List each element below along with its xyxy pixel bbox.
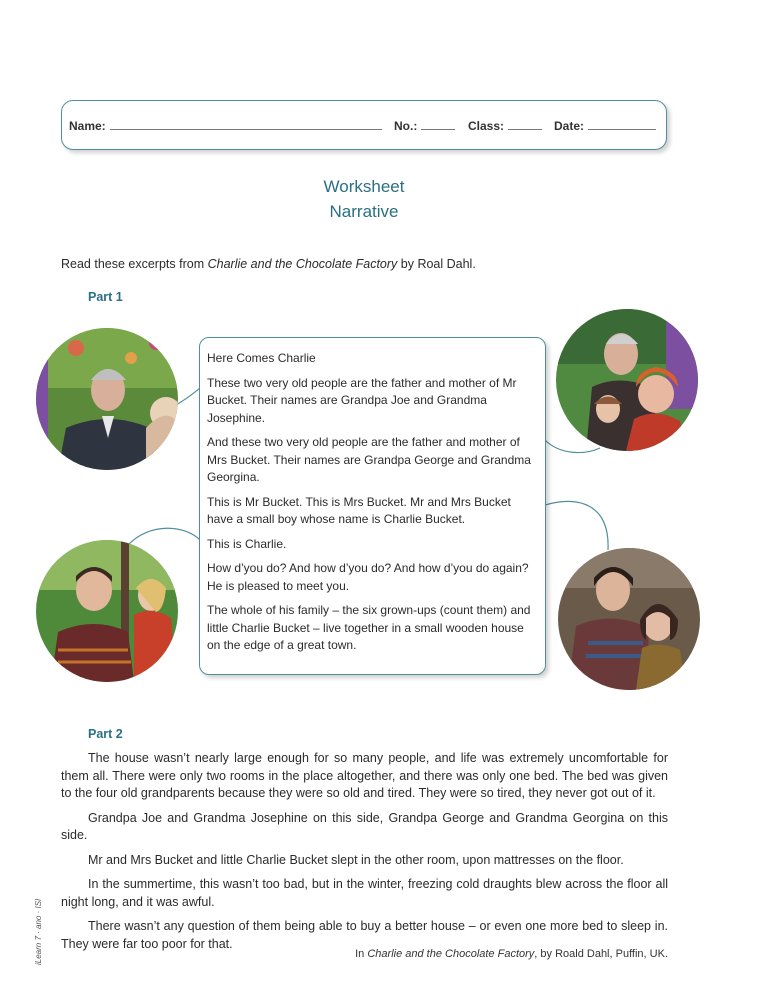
date-label: Date: [554,119,585,133]
intro-text: Read these excerpts from Charlie and the Chocolate Factory by Roal Dahl. [61,257,476,271]
side-book-label: iLearn 7 · ano · ISI [34,898,43,965]
worksheet-title: Worksheet [323,177,405,196]
photo-mr-mrs-bucket [558,548,700,690]
part2-paragraph: There wasn’t any question of them being able to buy a better house – or even one more bed to sleep in. They were far too poor for that. [61,919,668,951]
part1-heading: Part 1 [88,290,123,304]
part2-paragraph: Mr and Mrs Bucket and little Charlie Bucket slept in the other room, upon mattresses on the floor. [88,852,624,867]
photo-grandpa-joe [36,328,178,470]
photo-grandparents [556,309,698,451]
excerpt-paragraph: This is Charlie. [207,536,287,551]
excerpt-paragraph: How d’you do? And how d’you do? And how d’you do again? He is pleased to meet you. [207,561,529,593]
excerpt-paragraph: These two very old people are the father and mother of Mr Bucket. Their names are Grandpa Joe and Grandma Josephine. [207,375,517,425]
number-label: No.: [394,119,418,133]
part2-text [61,750,668,960]
part2-paragraph: The house wasn’t nearly large enough for so many people, and life was extremely uncomfortable for them all. There were only two rooms in the place altogether, and there was only one bed. The bed was given to the four old grandparents because they were so old and tired. They were so tired, they never got out of it. [61,751,668,800]
excerpt-heading: Here Comes Charlie [207,351,316,365]
part2-heading: Part 2 [88,727,123,741]
part1-excerpt-box [199,337,546,675]
worksheet-subtitle: Narrative [329,202,399,221]
excerpt-paragraph: The whole of his family – the six grown-ups (count them) and little Charlie Bucket – live together in a small wooden house on the edge of a great town. [207,603,531,652]
source-citation: In Charlie and the Chocolate Factory, by Roald Dahl, Puffin, UK. [355,948,668,960]
excerpt-paragraph: And these two very old people are the father and mother of Mrs Bucket. Their names are Grandpa George and Grandma Georgina. [207,435,531,484]
source-book-title: Charlie and the Chocolate Factory [367,948,535,960]
part2-paragraph: Grandpa Joe and Grandma Josephine on this side, Grandpa George and Grandma Georgina on this side. [61,810,668,842]
class-label: Class: [468,119,505,133]
name-label: Name: [69,119,106,133]
excerpt-paragraph: This is Mr Bucket. This is Mrs Bucket. Mr and Mrs Bucket have a small boy whose name is Charlie Bucket. [207,494,511,526]
part2-paragraph: In the summertime, this wasn’t too bad, but in the winter, freezing cold draughts blew across the floor all night long, and it was awful. [61,877,668,909]
photo-charlie [36,540,178,682]
book-title: Charlie and the Chocolate Factory [207,257,398,271]
